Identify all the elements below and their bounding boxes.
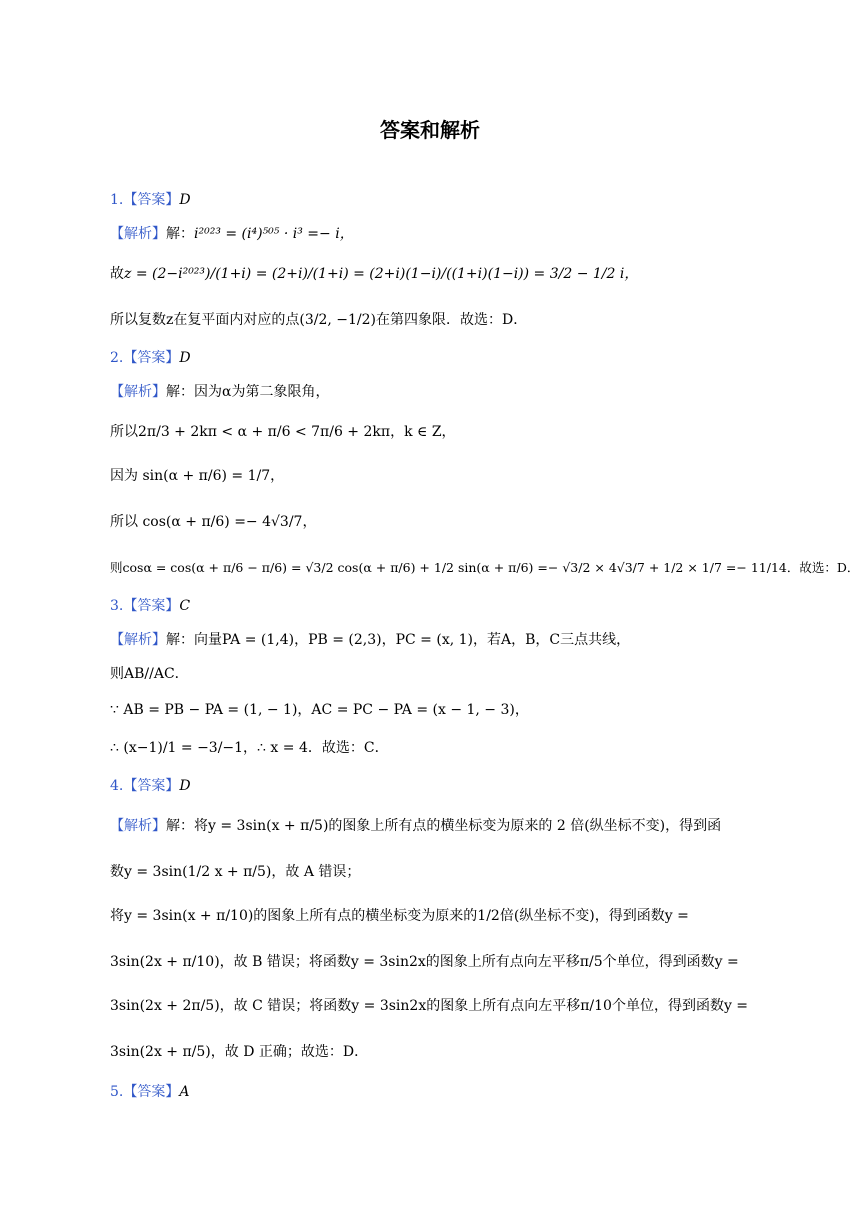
q4-analysis-line-1 <box>110 816 721 836</box>
q1-analysis-line-2 <box>110 264 638 284</box>
q4-analysis-line-2: 数y = 3sin(1/2 x + π/5)，故 A 错误； <box>110 864 361 880</box>
q4-answer: D <box>179 778 191 794</box>
q3-answer-tag: 【答案】 <box>123 598 180 614</box>
q3-analysis-line-3: ∵ AB = PB − PA = (1, − 1)，AC = PC − PA = (x − 1, − 3)， <box>110 702 529 718</box>
q4-analysis-line-6: 3sin(2x + π/5)，故 D 正确；故选：D． <box>110 1044 369 1060</box>
q1-analysis-line-1 <box>110 224 354 244</box>
q2-analysis-line-4: 所以 cos(α + π/6) =− 4√3/7， <box>110 514 317 530</box>
q2-analysis-line-2: 所以2π/3 + 2kπ < α + π/6 < 7π/6 + 2kπ，k ∈ Z， <box>110 424 456 440</box>
q1-analysis-line-3: 所以复数z在复平面内对应的点(3/2, −1/2)在第四象限．故选：D． <box>110 312 528 328</box>
q3-analysis-line-4: ∴ (x−1)/1 = −3/−1，∴ x = 4．故选：C． <box>110 740 389 756</box>
q1-l2-eq: z = (2−i²⁰²³)/(1+i) = (2+i)/(1+i) = (2+i)(1−i)/((1+i)(1−i)) = 3/2 − 1/2 i， <box>124 266 639 282</box>
q1-number: 1. <box>110 192 124 208</box>
q2-analysis-tag: 【解析】 <box>110 384 166 400</box>
q1-l1-pre: 解： <box>166 226 194 242</box>
q3-analysis-line-2: 则AB//AC． <box>110 666 189 682</box>
q4-analysis-line-4: 3sin(2x + π/10)，故 B 错误；将函数y = 3sin2x的图象上所有点向左平移π/5个单位，得到函数y = <box>110 954 739 970</box>
q5-answer-tag: 【答案】 <box>123 1084 180 1100</box>
q3-l1: 解：向量PA = (1,4)，PB = (2,3)，PC = (x, 1)，若A，B，C三点共线， <box>166 632 631 648</box>
q5-header <box>110 1082 189 1102</box>
q2-number: 2. <box>110 350 124 366</box>
q4-answer-tag: 【答案】 <box>123 778 180 794</box>
q2-analysis-line-1 <box>110 382 329 402</box>
q1-analysis-tag: 【解析】 <box>110 226 166 242</box>
q1-answer-tag: 【答案】 <box>123 192 180 208</box>
q2-answer: D <box>179 350 191 366</box>
q4-l1: 解：将y = 3sin(x + π/5)的图象上所有点的横坐标变为原来的 2 倍(纵坐标不变)，得到函 <box>166 818 722 834</box>
q4-header <box>110 776 191 796</box>
q1-l2-pre: 故 <box>110 266 124 282</box>
q4-analysis-tag: 【解析】 <box>110 818 166 834</box>
page-title: 答案和解析 <box>380 118 480 142</box>
q4-number: 4. <box>110 778 124 794</box>
q3-analysis-line-1 <box>110 630 630 650</box>
q2-l1: 解：因为α为第二象限角， <box>166 384 330 400</box>
q5-number: 5. <box>110 1084 124 1100</box>
q2-header <box>110 348 191 368</box>
q4-analysis-line-3: 将y = 3sin(x + π/10)的图象上所有点的横坐标变为原来的1/2倍(纵坐标不变)，得到函数y = <box>110 908 689 924</box>
q1-answer: D <box>179 192 191 208</box>
q3-answer: C <box>179 598 191 614</box>
q2-analysis-line-5: 则cosα = cos(α + π/6 − π/6) = √3/2 cos(α + π/6) + 1/2 sin(α + π/6) =− √3/2 × 4√3/7 + 1/2 × 1/7 =− 11/14．故选：D． <box>110 560 860 575</box>
q1-header <box>110 190 191 210</box>
q3-number: 3. <box>110 598 124 614</box>
q2-answer-tag: 【答案】 <box>123 350 180 366</box>
q2-analysis-line-3: 因为 sin(α + π/6) = 1/7， <box>110 468 285 484</box>
q3-header <box>110 596 190 616</box>
q3-analysis-tag: 【解析】 <box>110 632 166 648</box>
q4-analysis-line-5: 3sin(2x + 2π/5)，故 C 错误；将函数y = 3sin2x的图象上所有点向左平移π/10个单位，得到函数y = <box>110 998 749 1014</box>
q1-l1-eq: i²⁰²³ = (i⁴)⁵⁰⁵ · i³ =− i， <box>194 226 354 242</box>
q5-answer: A <box>179 1084 190 1100</box>
